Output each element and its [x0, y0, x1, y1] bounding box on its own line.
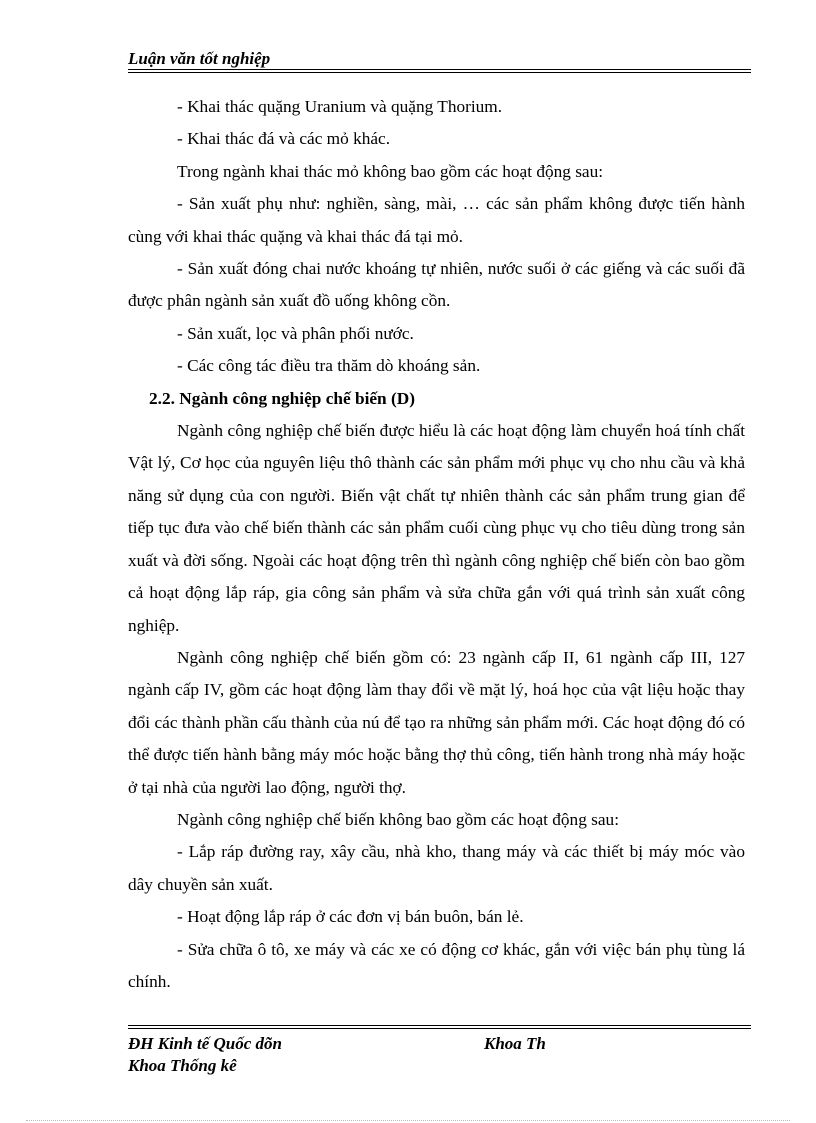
paragraph: - Khai thác quặng Uranium và quặng Thorium.	[177, 97, 503, 116]
paragraph: - Sản xuất phụ như: nghiền, sàng, mài, … các sản phẩm không được tiến hành cùng với khai thác quặng và khai thác đá tại mỏ.	[128, 194, 745, 246]
paragraph: Ngành công nghiệp chế biến gồm có: 23 ngành cấp II, 61 ngành cấp III, 127 ngành cấp IV, gồm các hoạt động làm thay đổi về mặt lý, hoá học của vật liệu hoặc thay đổi các thành phần cấu thành của nú để tạo ra những sản phẩm mới. Các hoạt động đó có thể được tiến hành bằng máy móc hoặc bằng thợ thủ công, tiến hành trong nhà máy hoặc ở tại nhà của người lao động, người thợ.	[128, 647, 745, 797]
footer-faculty: Khoa Thống kê	[128, 1056, 237, 1075]
section-heading: 2.2. Ngành công nghiệp chế biến (D)	[149, 388, 415, 408]
paragraph: - Sửa chữa ô tô, xe máy và các xe có động cơ khác, gắn với việc bán phụ tùng lá chính.	[128, 939, 745, 991]
paragraph: - Các công tác điều tra thăm dò khoáng sản.	[177, 356, 481, 376]
paragraph: - Sản xuất đóng chai nước khoáng tự nhiên, nước suối ở các giếng và các suối đã được phân ngành sản xuất đồ uống không cồn.	[128, 259, 745, 311]
paragraph: - Hoạt động lắp ráp ở các đơn vị bán buôn, bán lẻ.	[177, 907, 524, 927]
header-rule	[128, 69, 751, 73]
header-title: Luận văn tốt nghiệp	[128, 49, 271, 68]
body-text	[128, 91, 745, 998]
footer-university: ĐH Kinh tế Quốc dõn	[128, 1034, 282, 1053]
paragraph: - Sản xuất, lọc và phân phối nước.	[177, 323, 414, 343]
footer-rule	[128, 1025, 751, 1029]
paragraph: Ngành công nghiệp chế biến không bao gồm các hoạt động sau:	[177, 809, 619, 829]
page-edge-dotted-line	[26, 1120, 790, 1121]
paragraph: Ngành công nghiệp chế biến được hiểu là các hoạt động làm chuyển hoá tính chất Vật lý, Cơ học của nguyên liệu thô thành các sản phẩm mới phục vụ cho nhu cầu và khả năng sử dụng của con người. Biến vật chất tự nhiên thành các sản phẩm trung gian để tiếp tục đưa vào chế biến thành các sản phẩm cuối cùng phục vụ cho tiêu dùng trong sản xuất và đời sống. Ngoài các hoạt động trên thì ngành công nghiệp chế biến còn bao gồm cả hoạt động lắp ráp, gia công sản phẩm và sửa chữa gắn với quá trình sản xuất công nghiệp.	[128, 421, 745, 635]
paragraph: - Khai thác đá và các mỏ khác.	[177, 129, 391, 149]
paragraph: - Lắp ráp đường ray, xây cầu, nhà kho, thang máy và các thiết bị máy móc vào dây chuyền sản xuất.	[128, 842, 745, 894]
paragraph: Trong ngành khai thác mỏ không bao gồm các hoạt động sau:	[177, 161, 604, 181]
footer-right: Khoa Th	[484, 1034, 546, 1053]
